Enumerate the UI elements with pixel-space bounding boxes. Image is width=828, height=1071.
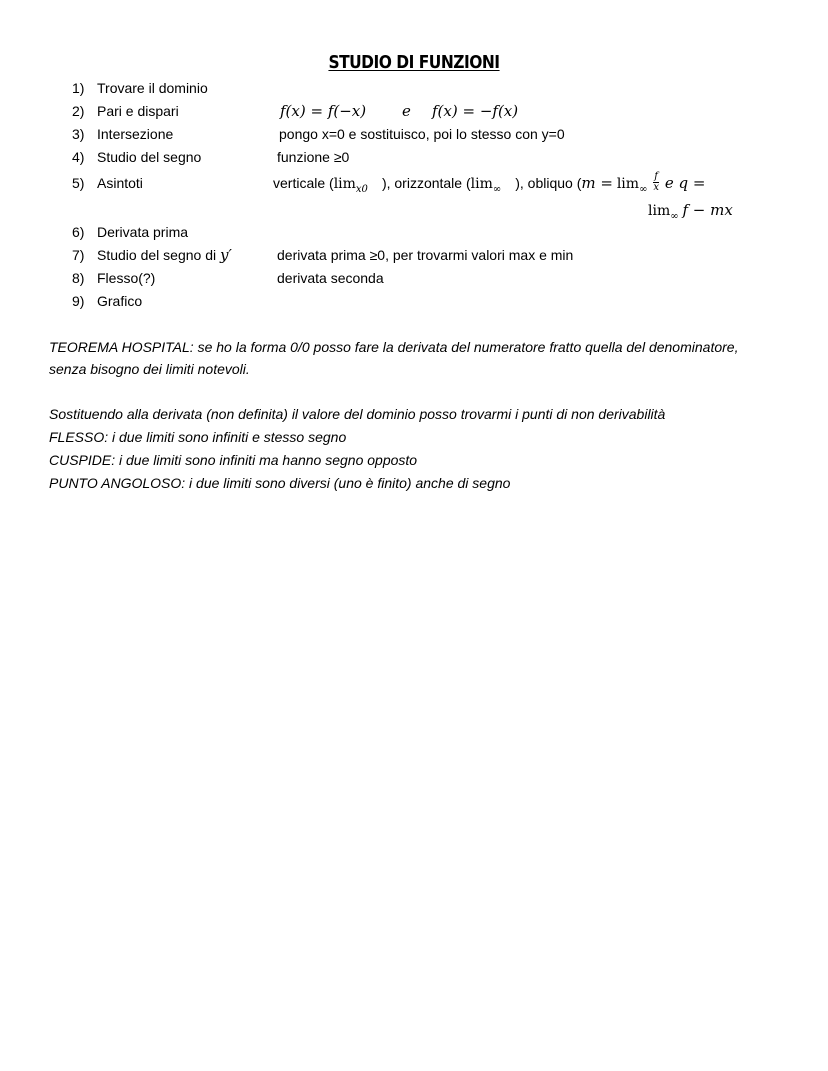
horizontal-lim-sub: ∞: [492, 184, 502, 195]
page-title: STUDIO DI FUNZIONI: [328, 52, 500, 73]
step-number: 6): [72, 224, 85, 240]
q-equals: e q =: [664, 174, 706, 192]
q-lim: lim: [648, 203, 671, 219]
m-lim-sub: ∞: [639, 184, 648, 195]
step-description: derivata prima ≥0, per trovarmi valori max e min: [277, 247, 574, 263]
even-formula: f(x) = f(−x): [280, 102, 367, 120]
step-label: Grafico: [97, 293, 143, 309]
derivability-note: Sostituendo alla derivata (non definita) il valore del dominio posso trovarmi i punti di non derivabilità: [49, 406, 666, 422]
y-prime: y′: [219, 246, 232, 264]
step-label: Intersezione: [97, 126, 174, 142]
step-number: 9): [72, 293, 85, 309]
m-lim: lim: [616, 176, 640, 192]
oblique-prefix: ), obliquo (: [515, 175, 582, 191]
fraction-denominator: x: [653, 181, 659, 193]
odd-formula: f(x) = −f(x): [432, 102, 519, 120]
fraction-numerator: f: [654, 170, 658, 182]
step-description: funzione ≥0: [277, 149, 350, 165]
step-number: 5): [72, 175, 85, 191]
punto-angoloso-note: PUNTO ANGOLOSO: i due limiti sono diversi (uno è finito) anche di segno: [49, 475, 511, 491]
horizontal-prefix: ), orizzontale (: [381, 175, 471, 191]
m-equals: m =: [581, 174, 613, 192]
hospital-line-2: senza bisogno dei limiti notevoli.: [49, 361, 250, 377]
step-number: 3): [72, 126, 85, 142]
step-number: 8): [72, 270, 85, 286]
f-over-x-fraction: [653, 172, 659, 193]
step-label: Trovare il dominio: [97, 80, 208, 96]
horizontal-lim: lim: [470, 176, 493, 192]
vertical-lim-sub: x0: [355, 184, 368, 195]
asymptote-description: [273, 170, 706, 196]
step-label: [97, 245, 232, 265]
step-label: Derivata prima: [97, 224, 189, 240]
step-label: Flesso(?): [97, 270, 156, 286]
vertical-prefix: verticale (: [273, 175, 334, 191]
step-label: Pari e dispari: [97, 103, 179, 119]
hospital-line-1: TEOREMA HOSPITAL: se ho la forma 0/0 posso fare la derivata del numeratore fratto quella del denominatore,: [49, 339, 739, 355]
step-description: derivata seconda: [277, 270, 384, 286]
step-number: 7): [72, 247, 85, 263]
asymptote-continuation: [648, 200, 733, 220]
step-description: pongo x=0 e sostituisco, poi lo stesso con y=0: [279, 126, 565, 142]
q-lim-sub: ∞: [670, 211, 679, 222]
step-label: Asintoti: [97, 175, 143, 191]
q-expression: f − mx: [682, 201, 733, 219]
step-label: Studio del segno: [97, 149, 202, 165]
step-number: 4): [72, 149, 85, 165]
vertical-lim: lim: [333, 176, 356, 192]
cuspide-note: CUSPIDE: i due limiti sono infiniti ma hanno segno opposto: [49, 452, 418, 468]
flesso-note: FLESSO: i due limiti sono infiniti e stesso segno: [49, 429, 347, 445]
formula-connector: e: [402, 102, 411, 120]
step-label-text: Studio del segno di: [97, 247, 217, 263]
step-number: 2): [72, 103, 85, 119]
step-number: 1): [72, 80, 85, 96]
